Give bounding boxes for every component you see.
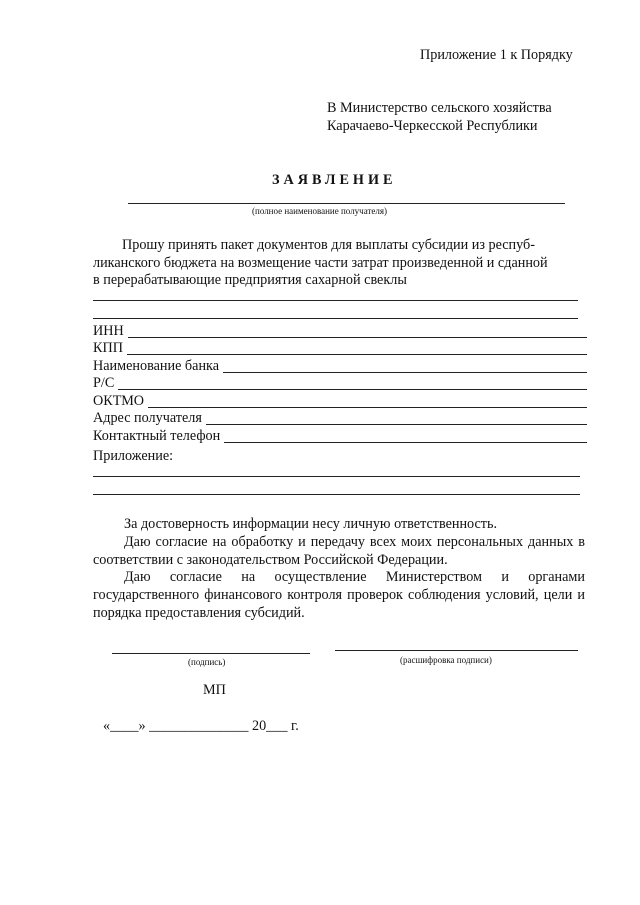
blank-line-1[interactable]	[93, 300, 578, 301]
signature-decode-line[interactable]	[335, 650, 578, 651]
oktmo-line[interactable]	[148, 407, 587, 408]
date-day-blank[interactable]: ____	[110, 718, 139, 734]
address-field[interactable]	[93, 411, 587, 428]
phone-field[interactable]	[93, 429, 587, 446]
signature-decode-caption: (расшифровка подписи)	[400, 655, 492, 665]
kpp-field[interactable]	[93, 341, 587, 358]
date-year-prefix: 20	[251, 718, 267, 734]
oktmo-label: ОКТМО	[93, 393, 145, 410]
kpp-line[interactable]	[127, 354, 587, 355]
bank-line[interactable]	[223, 372, 587, 373]
attachment-line-1[interactable]	[93, 476, 580, 477]
date-close-quote: »	[138, 718, 146, 734]
date-row	[103, 718, 299, 736]
bank-field[interactable]	[93, 359, 587, 376]
date-year-blank[interactable]: ___	[266, 718, 288, 734]
account-line[interactable]	[118, 389, 587, 390]
inn-label: ИНН	[93, 323, 124, 340]
recipient-name-line[interactable]	[128, 203, 565, 204]
signature-line[interactable]	[112, 653, 310, 654]
address-line[interactable]	[206, 424, 587, 425]
blank-line-2[interactable]	[93, 318, 578, 319]
account-label: Р/С	[93, 375, 115, 392]
address-label: Адрес получателя	[93, 410, 202, 427]
statement-control-consent: Даю согласие на осуществление Министерством и органами государственного финансового контроля проверок соблюдения условий, цели и порядка предоставления субсидий.	[93, 569, 585, 621]
request-line-2: ликанского бюджета на возмещение части затрат произведенной и сданной	[93, 255, 548, 271]
phone-line[interactable]	[224, 442, 587, 443]
date-open-quote: «	[103, 718, 111, 734]
attachment-label: Приложение:	[93, 448, 174, 464]
statement-personal-data: Даю согласие на обработку и передачу всех моих персональных данных в соответствии с законодательством Российской Федерации.	[93, 534, 585, 568]
stamp-mark: МП	[203, 682, 226, 698]
recipient-caption: (полное наименование получателя)	[252, 206, 388, 216]
date-month-blank[interactable]: ______________	[149, 718, 249, 734]
phone-label: Контактный телефон	[93, 428, 221, 445]
request-line-3: в перерабатывающие предприятия сахарной свеклы	[93, 272, 407, 288]
bank-label: Наименование банка	[93, 358, 220, 375]
inn-field[interactable]	[93, 324, 587, 341]
addressee-line-2: Карачаево-Черкесской Республики	[327, 118, 538, 134]
attachment-line-2[interactable]	[93, 494, 580, 495]
kpp-label: КПП	[93, 340, 123, 357]
statement-responsibility: За достоверность информации несу личную ответственность.	[124, 516, 498, 532]
signature-caption: (подпись)	[188, 657, 226, 667]
document-title: ЗАЯВЛЕНИЕ	[272, 172, 397, 188]
appendix-reference: Приложение 1 к Порядку	[420, 47, 573, 63]
request-line-1: Прошу принять пакет документов для выплаты субсидии из респуб-	[122, 237, 536, 253]
inn-line[interactable]	[128, 337, 587, 338]
account-field[interactable]	[93, 376, 587, 393]
oktmo-field[interactable]	[93, 394, 587, 411]
addressee-line-1: В Министерство сельского хозяйства	[327, 100, 552, 116]
date-year-suffix: г.	[290, 718, 299, 734]
